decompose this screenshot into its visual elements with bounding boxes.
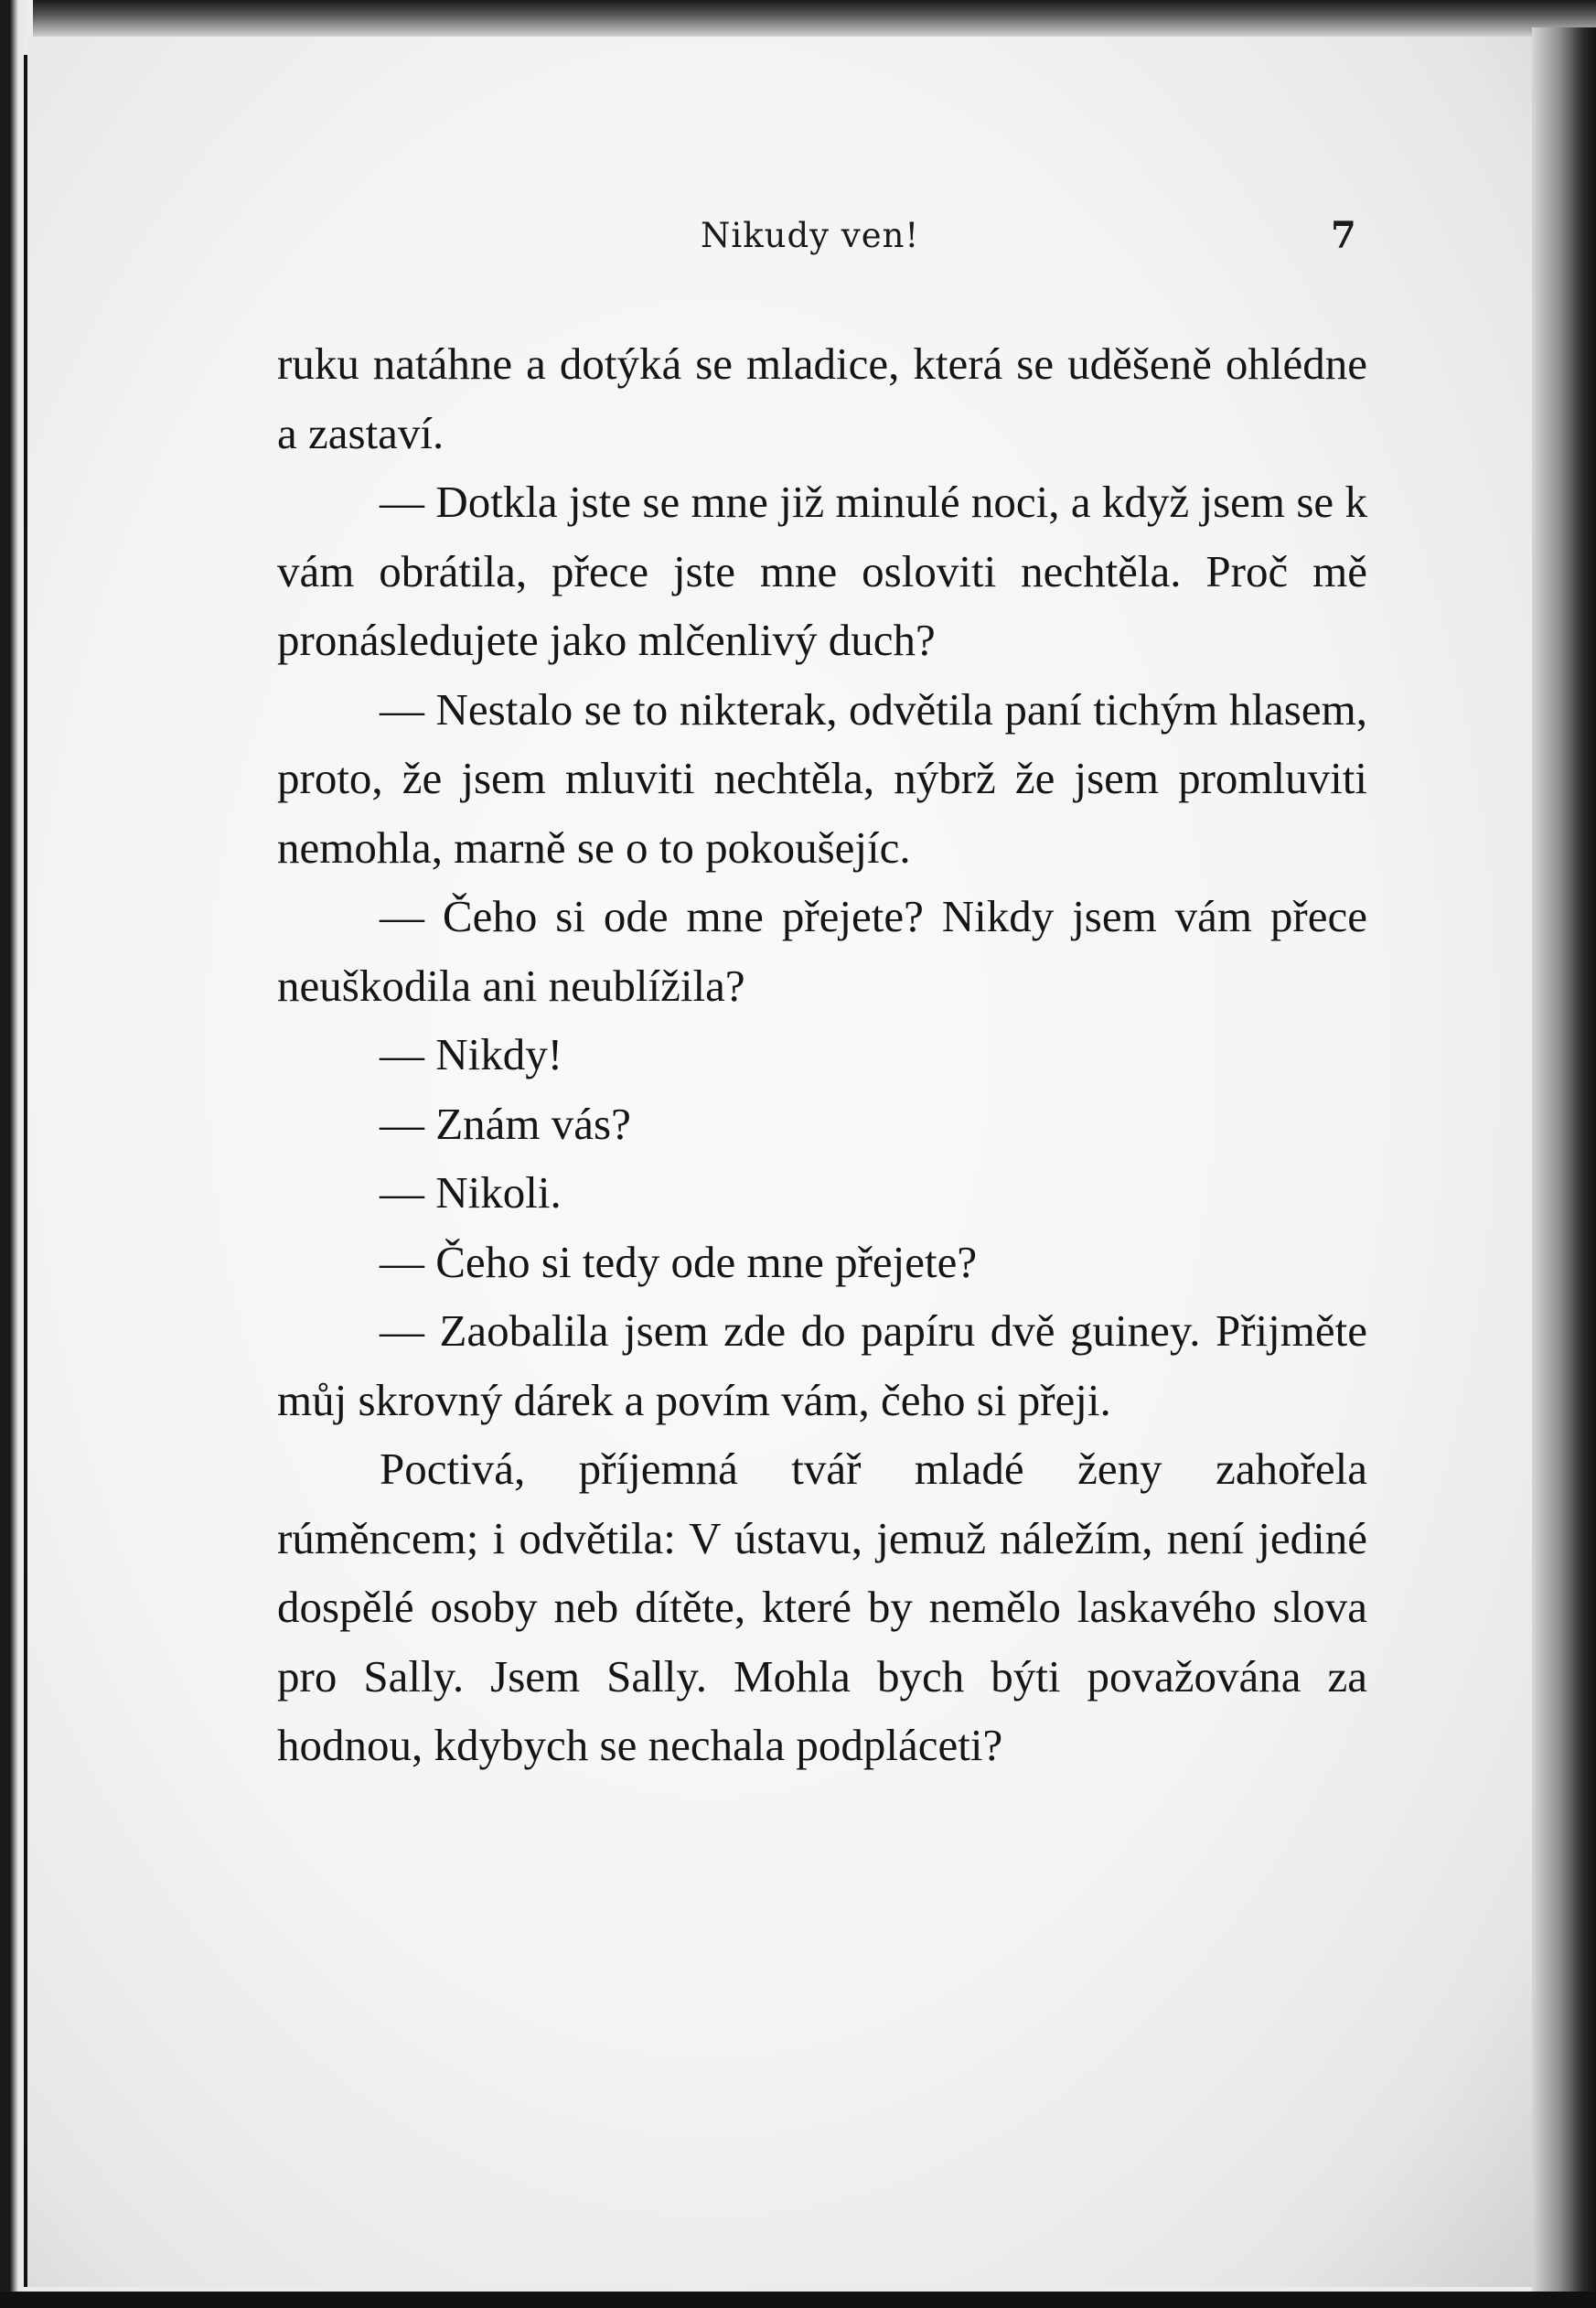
paragraph: ruku natáhne a dotýká se mladice, která se uděšeně ohlédne a zastaví. [277, 338, 1367, 458]
paragraph: — Nikoli. [380, 1167, 562, 1218]
paragraph: — Čeho si ode mne přejete? Nikdy jsem vám přece neuškodila ani neublížila? [277, 891, 1367, 1011]
binding-shadow [1532, 27, 1596, 2308]
paragraph: — Nestalo se to nikterak, odvětila paní tichým hlasem, proto, že jsem mluviti nechtěla, nýbrž že jsem promluviti nemohla, marně se o to pokoušejíc. [277, 683, 1367, 873]
page-number: 7 [1331, 214, 1356, 257]
paragraph: — Zaobalila jsem zde do papíru dvě guiney. Přijměte můj skrovný dárek a povím vám, čeho si přeji. [277, 1305, 1367, 1425]
paragraph: — Čeho si tedy ode mne přejete? [380, 1236, 978, 1287]
scan-bottom-edge [0, 2292, 1596, 2308]
paragraph: — Dotkla jste se mne již minulé noci, a když jsem se k vám obrátila, přece jste mne osloviti nechtěla. Proč mě pronásledujete jako mlčenlivý duch? [277, 477, 1367, 665]
paragraph: Poctivá, příjemná tvář mladé ženy zahořela rúměncem; i odvětila: V ústavu, jemuž náležím, není jediné dospělé osoby neb dítěte, které by nemělo laskavého slova pro Sally. Jsem Sally. Mohla bych býti považována za hodnou, kdybych se nechala podpláceti? [277, 1444, 1367, 1770]
running-title: Nikudy ven! [701, 216, 920, 255]
paragraph: — Nikdy! [380, 1029, 563, 1079]
paragraph: — Znám vás? [380, 1098, 631, 1149]
scan-top-edge [0, 0, 1596, 37]
body-text [277, 329, 1367, 1780]
page-header [0, 216, 1596, 271]
